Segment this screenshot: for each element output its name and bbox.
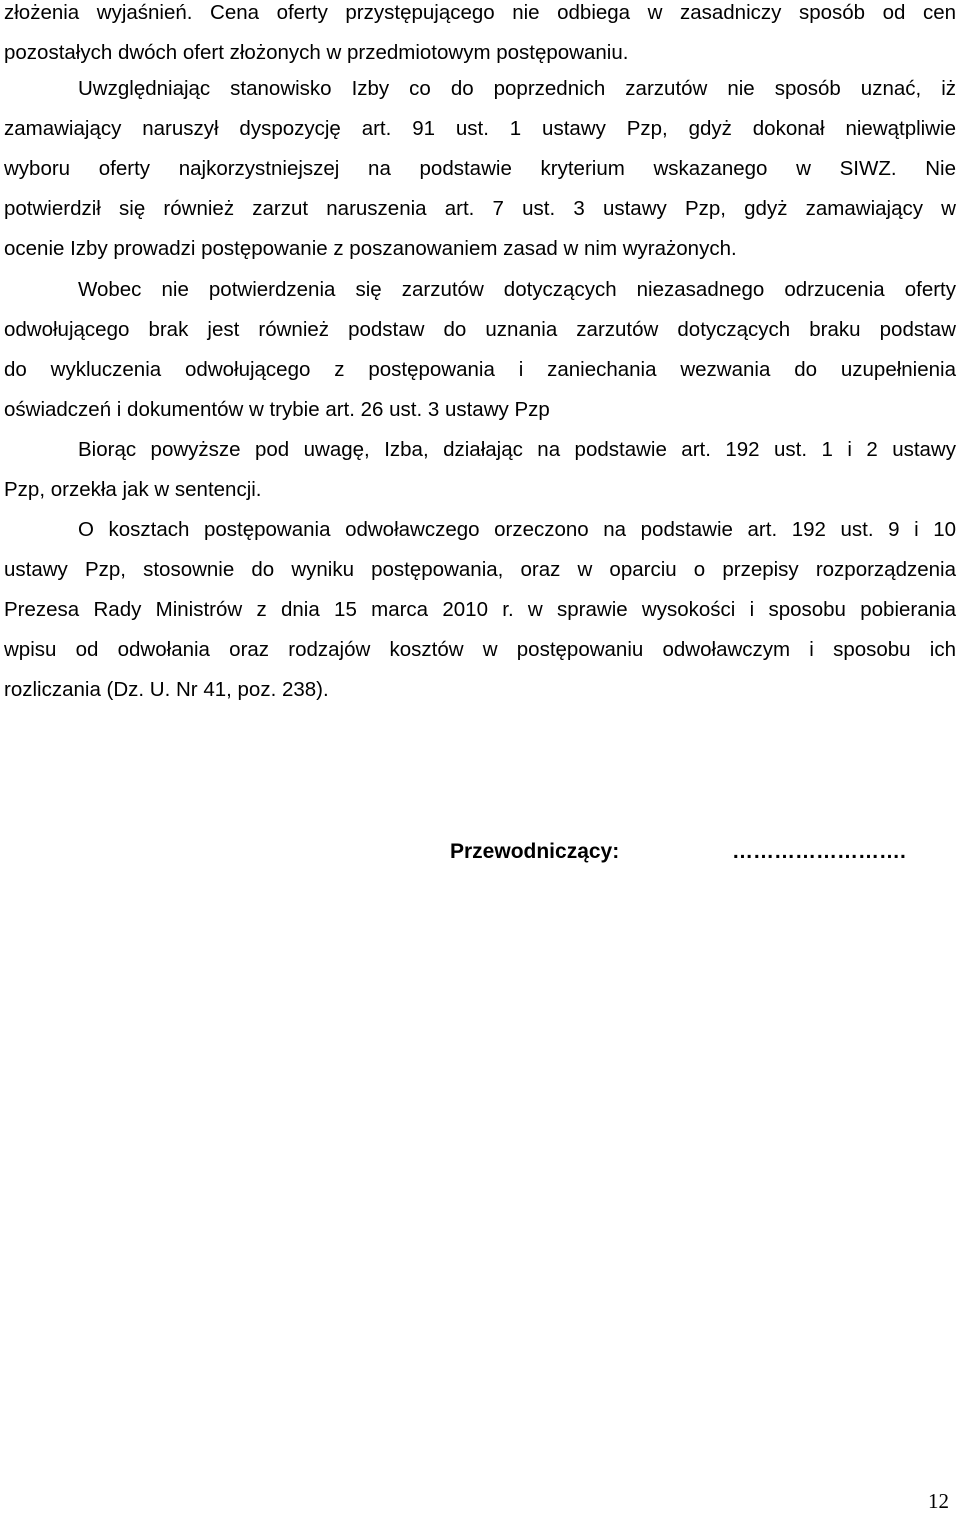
text-line: Pzp, orzekła jak w sentencji.	[4, 478, 262, 501]
text-line: ocenie Izby prowadzi postępowanie z poszanowaniem zasad w nim wyrażonych.	[4, 237, 737, 260]
text-line: potwierdził się również zarzut naruszenia art. 7 ust. 3 ustawy Pzp, gdyż zamawiający w	[4, 197, 956, 220]
text-line: oświadczeń i dokumentów w trybie art. 26 ust. 3 ustawy Pzp	[4, 398, 550, 421]
text-line: pozostałych dwóch ofert złożonych w przedmiotowym postępowaniu.	[4, 41, 629, 64]
text-line: do wykluczenia odwołującego z postępowania i zaniechania wezwania do uzupełnienia	[4, 358, 956, 381]
text-line: rozliczania (Dz. U. Nr 41, poz. 238).	[4, 678, 329, 701]
text-line: Biorąc powyższe pod uwagę, Izba, działając na podstawie art. 192 ust. 1 i 2 ustawy	[78, 438, 956, 461]
text-line: wpisu od odwołania oraz rodzajów kosztów w postępowaniu odwoławczym i sposobu ich	[4, 638, 956, 661]
text-line: Wobec nie potwierdzenia się zarzutów dotyczących niezasadnego odrzucenia oferty	[78, 278, 956, 301]
text-line: zamawiający naruszył dyspozycję art. 91 ust. 1 ustawy Pzp, gdyż dokonał niewątpliwie	[4, 117, 956, 140]
text-line: O kosztach postępowania odwoławczego orzeczono na podstawie art. 192 ust. 9 i 10	[78, 518, 956, 541]
signature-placeholder: …………………….	[732, 840, 906, 863]
text-line: Prezesa Rady Ministrów z dnia 15 marca 2010 r. w sprawie wysokości i sposobu pobierania	[4, 598, 956, 621]
text-line: Uwzględniając stanowisko Izby co do poprzednich zarzutów nie sposób uznać, iż	[78, 77, 956, 100]
text-line: wyboru oferty najkorzystniejszej na podstawie kryterium wskazanego w SIWZ. Nie	[4, 157, 956, 180]
signature-label: Przewodniczący:	[450, 840, 620, 863]
page-number: 12	[928, 1489, 949, 1513]
signature-block	[450, 839, 906, 865]
text-line: ustawy Pzp, stosownie do wyniku postępowania, oraz w oparciu o przepisy rozporządzenia	[4, 558, 956, 581]
text-line: odwołującego brak jest również podstaw do uznania zarzutów dotyczących braku podstaw	[4, 318, 956, 341]
text-line: złożenia wyjaśnień. Cena oferty przystępującego nie odbiega w zasadniczy sposób od cen	[4, 1, 956, 24]
